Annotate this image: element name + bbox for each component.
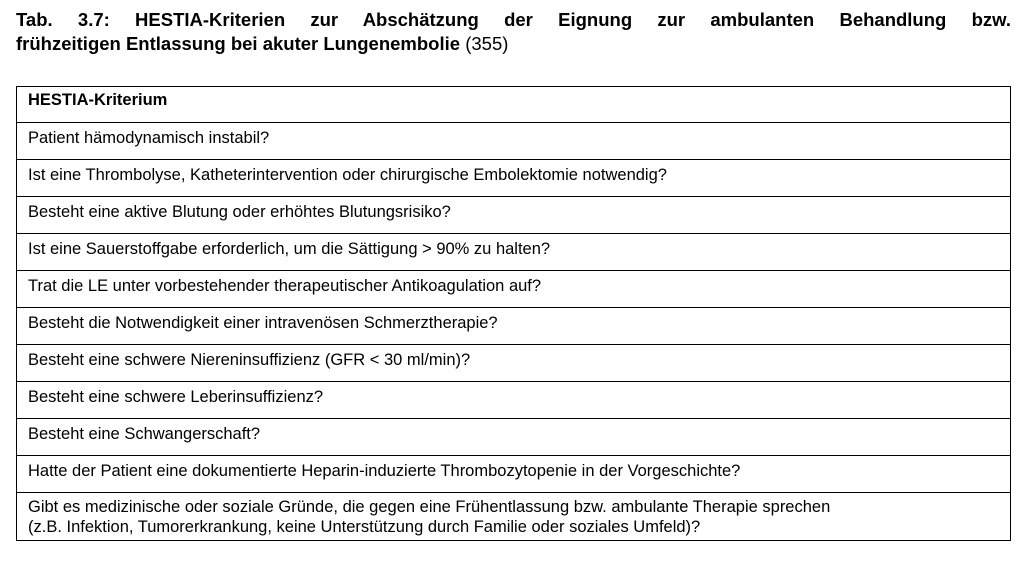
table-row bbox=[17, 234, 1011, 271]
table-header-row bbox=[17, 87, 1011, 123]
table-row bbox=[17, 493, 1011, 541]
table-cell bbox=[17, 493, 1011, 541]
table-cell: Besteht eine Schwangerschaft? bbox=[17, 419, 1011, 456]
table-row bbox=[17, 308, 1011, 345]
table-cell: Hatte der Patient eine dokumentierte Heparin-induzierte Thrombozytopenie in der Vorgeschichte? bbox=[17, 456, 1011, 493]
table-cell-line2: (z.B. Infektion, Tumorerkrankung, keine Unterstützung durch Familie oder soziales Umfeld)? bbox=[28, 518, 701, 536]
table-cell: Patient hämodynamisch instabil? bbox=[17, 123, 1011, 160]
table-row bbox=[17, 382, 1011, 419]
table-cell: Ist eine Thrombolyse, Katheterintervention oder chirurgische Embolektomie notwendig? bbox=[17, 160, 1011, 197]
table-row bbox=[17, 345, 1011, 382]
table-cell: Trat die LE unter vorbestehender therapeutischer Antikoagulation auf? bbox=[17, 271, 1011, 308]
hestia-criteria-table bbox=[16, 86, 1011, 541]
table-row bbox=[17, 419, 1011, 456]
caption-title-line1: Tab. 3.7: HESTIA-Kriterien zur Abschätzung der Eignung zur ambulanten Behandlung bzw. bbox=[16, 9, 1011, 30]
table-cell: Besteht eine aktive Blutung oder erhöhtes Blutungsrisiko? bbox=[17, 197, 1011, 234]
caption-reference: (355) bbox=[460, 33, 509, 54]
table-caption bbox=[16, 8, 1011, 56]
table-row bbox=[17, 271, 1011, 308]
table-row bbox=[17, 456, 1011, 493]
caption-title-line2-bold: frühzeitigen Entlassung bei akuter Lungenembolie bbox=[16, 33, 461, 54]
table-cell: Ist eine Sauerstoffgabe erforderlich, um die Sättigung > 90% zu halten? bbox=[17, 234, 1011, 271]
table-cell: Besteht eine schwere Leberinsuffizienz? bbox=[17, 382, 1011, 419]
table-row bbox=[17, 197, 1011, 234]
caption-title-line2 bbox=[16, 32, 1011, 56]
table-cell: Besteht eine schwere Niereninsuffizienz (GFR < 30 ml/min)? bbox=[17, 345, 1011, 382]
table-row bbox=[17, 160, 1011, 197]
table-row bbox=[17, 123, 1011, 160]
table-cell: Besteht die Notwendigkeit einer intravenösen Schmerztherapie? bbox=[17, 308, 1011, 345]
column-header-hestia-kriterium: HESTIA-Kriterium bbox=[17, 87, 1011, 123]
table-cell-line1: Gibt es medizinische oder soziale Gründe, die gegen eine Frühentlassung bzw. ambulante Therapie sprechen bbox=[28, 498, 831, 516]
